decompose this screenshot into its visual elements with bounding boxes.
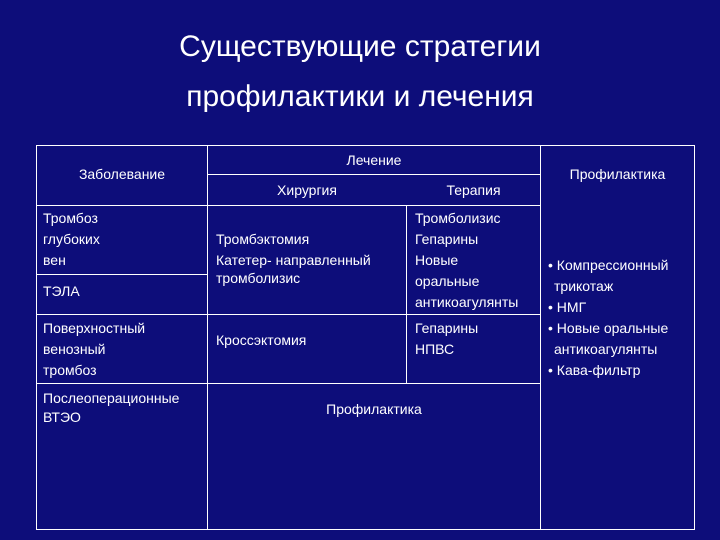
header-treatment: Лечение (346, 152, 402, 168)
row4-treatment-merged: Профилактика (326, 401, 422, 417)
row4-disease: Послеоперационные ВТЭО (43, 390, 180, 425)
row3-surgery: Кроссэктомия (216, 332, 307, 348)
header-disease: Заболевание (78, 166, 166, 182)
row1-therapy: Тромболизис Гепарины Новые оральные антикоагулянты (415, 210, 519, 310)
row3-disease: Поверхностный венозный тромбоз (43, 320, 146, 378)
title-line-1: Существующие стратегии (179, 30, 541, 63)
row1-disease: Тромбоз глубоких вен (43, 210, 100, 268)
header-prophylaxis: Профилактика (569, 166, 666, 182)
row3-therapy: Гепарины НПВС (415, 320, 479, 357)
title-line-2: профилактики и лечения (186, 80, 534, 113)
prophylaxis-item: • НМГ (548, 299, 587, 315)
header-therapy: Терапия (446, 182, 501, 198)
prophylaxis-item: • Компрессионный (548, 257, 669, 273)
header-surgery: Хирургия (277, 182, 337, 198)
prophylaxis-item: трикотаж (554, 278, 614, 294)
prophylaxis-item: антикоагулянты (554, 341, 658, 357)
row1-surgery: Тромбэктомия Катетер- направленный тромболизис (216, 231, 371, 286)
prophylaxis-list (548, 255, 668, 381)
prophylaxis-item: • Новые оральные (548, 320, 669, 336)
row2-disease: ТЭЛА (43, 283, 80, 299)
prophylaxis-item: • Кава-фильтр (548, 362, 641, 378)
